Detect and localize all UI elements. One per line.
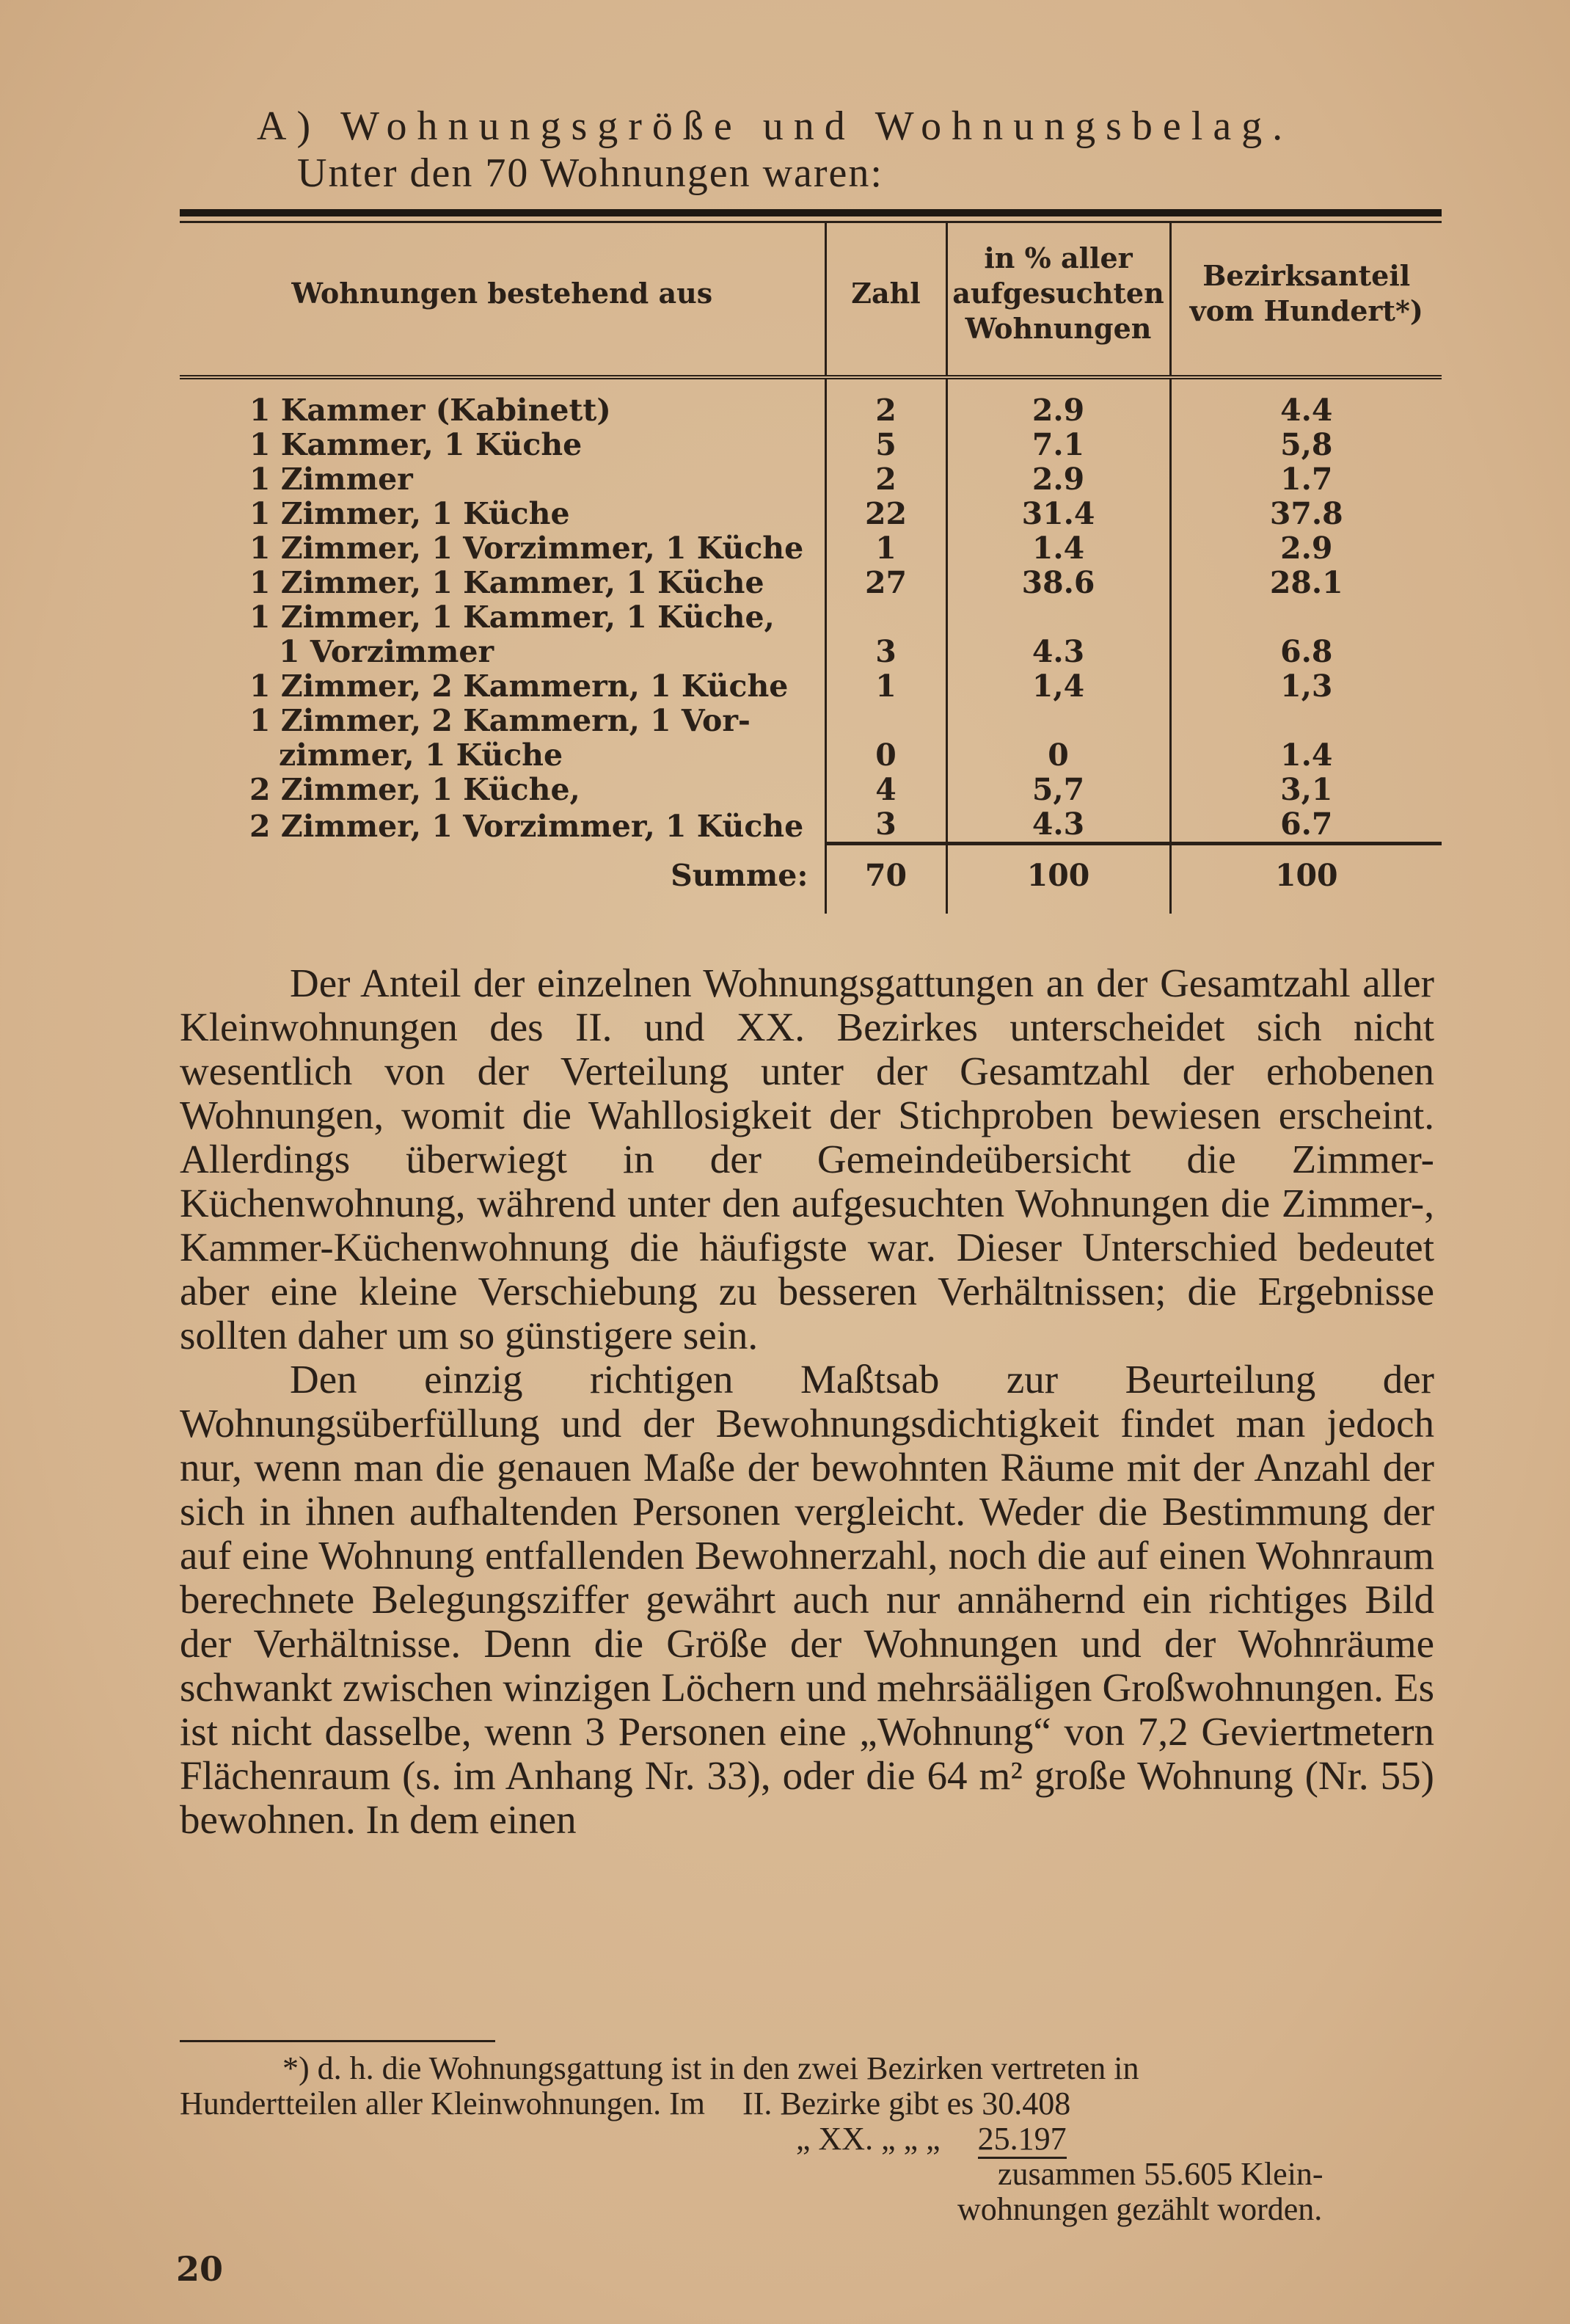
row-zahl: 2 (825, 462, 946, 497)
row-zahl: 5 (825, 428, 946, 462)
row-pct: 38.6 (946, 566, 1170, 600)
table-row (180, 531, 1442, 566)
row-label: 2 Zimmer, 1 Vorzimmer, 1 Küche (249, 808, 804, 844)
footnote-line (180, 2086, 1434, 2121)
row-label-continued: 1 Vorzimmer (279, 634, 494, 669)
row-zahl: 27 (825, 566, 946, 600)
footnote-text: Klein- (1241, 2156, 1323, 2192)
table-row (180, 669, 1442, 704)
table-header-row (180, 223, 1442, 363)
page-number: 20 (176, 2249, 224, 2289)
row-label: 1 Zimmer, 1 Vorzimmer, 1 Küche (249, 531, 804, 566)
sum-pct: 100 (946, 844, 1170, 914)
footnote-value: 55.605 (1144, 2156, 1233, 2192)
row-zahl: 4 (825, 773, 946, 807)
row-label: 1 Zimmer, 2 Kammern, 1 Küche (249, 669, 789, 704)
sum-row (180, 844, 1442, 914)
table-row (180, 807, 1442, 844)
row-label: 1 Zimmer (249, 462, 413, 497)
row-anteil: 1.4 (1170, 738, 1442, 773)
header-separator (180, 363, 1442, 377)
row-anteil: 3,1 (1170, 773, 1442, 807)
row-zahl: 3 (825, 635, 946, 669)
row-anteil: 37.8 (1170, 497, 1442, 531)
row-zahl: 0 (825, 738, 946, 773)
footnote (180, 2051, 1434, 2227)
row-pct: 2.9 (946, 462, 1170, 497)
row-zahl: 3 (825, 807, 946, 844)
row-anteil: 28.1 (1170, 566, 1442, 600)
header-wohnungen: Wohnungen bestehend aus (291, 276, 713, 310)
row-anteil: 4.4 (1170, 393, 1442, 428)
sum-anteil: 100 (1170, 844, 1442, 914)
paragraph: Den einzig richtigen Maßtsab zur Beurteilung der Wohnungsüberfüllung und der Bewohnungsdichtigkeit findet man jedoch nur, wenn man die genauen Maße der bewohnten Räume mit der Anzahl der sich in ihnen aufhaltenden Personen vergleicht. Weder die Bestimmung der auf eine Wohnung entfallenden Bewohnerzahl, noch die auf einen Wohnraum berechnete Belegungsziffer gewährt auch nur annähernd ein richtiges Bild der Verhältnisse. Denn die Größe der Wohnungen und der Wohnräume schwankt zwischen winzigen Löchern und mehrsääligen Großwohnungen. Es ist nicht dasselbe, wenn 3 Personen eine „Wohnung“ von 7,2 Geviertmetern Flächenraum (s. im Anhang Nr. 33), oder die 64 m² große Wohnung (Nr. 55) bewohnen. In dem einen (180, 1357, 1434, 1842)
row-pct: 4.3 (946, 635, 1170, 669)
table-row (180, 462, 1442, 497)
footnote-line (180, 2157, 1434, 2192)
row-pct: 1,4 (946, 669, 1170, 704)
row-anteil: 1.7 (1170, 462, 1442, 497)
header-bezirksanteil: Bezirksanteil vom Hundert*) (1170, 223, 1442, 363)
footnote-line: *) d. h. die Wohnungsgattung ist in den zwei Bezirken vertreten in (282, 2050, 1139, 2086)
header-prozent: in % aller aufgesuchten Wohnungen (946, 223, 1170, 363)
row-label: 1 Zimmer, 2 Kammern, 1 Vor- (249, 703, 751, 738)
footnote-line: wohnungen gezählt worden. (957, 2191, 1323, 2227)
housing-table (180, 209, 1442, 914)
footnote-text: „ XX. „ „ „ (796, 2121, 941, 2157)
row-zahl: 22 (825, 497, 946, 531)
sum-label: Summe: (671, 858, 808, 893)
table-row (180, 600, 1442, 635)
row-pct: 2.9 (946, 393, 1170, 428)
footnote-text: II. Bezirke gibt es 30.408 (742, 2086, 1071, 2121)
footnote-text: zusammen (998, 2156, 1136, 2192)
footnote-line (180, 2121, 1434, 2157)
row-pct: 7.1 (946, 428, 1170, 462)
row-pct: 0 (946, 738, 1170, 773)
table-row (180, 635, 1442, 669)
row-pct: 5,7 (946, 773, 1170, 807)
row-label: 1 Zimmer, 1 Kammer, 1 Küche (249, 565, 764, 600)
table-row (180, 566, 1442, 600)
sum-zahl: 70 (825, 844, 946, 914)
table-row (180, 773, 1442, 807)
body-text (180, 961, 1434, 1842)
row-pct: 1.4 (946, 531, 1170, 566)
row-zahl: 1 (825, 669, 946, 704)
row-anteil: 6.7 (1170, 807, 1442, 844)
heading-subtitle: Unter den 70 Wohnungen waren: (297, 150, 883, 196)
row-anteil: 2.9 (1170, 531, 1442, 566)
row-zahl: 2 (825, 393, 946, 428)
table-row (180, 428, 1442, 462)
row-label: 1 Kammer, 1 Küche (249, 427, 583, 462)
table-row (180, 738, 1442, 773)
row-anteil: 5,8 (1170, 428, 1442, 462)
table-top-rule (180, 209, 1442, 216)
row-label: 2 Zimmer, 1 Küche, (249, 772, 580, 807)
row-label: 1 Zimmer, 1 Küche (249, 496, 570, 531)
header-zahl: Zahl (825, 223, 946, 363)
footnote-rule (180, 2040, 495, 2042)
row-pct: 31.4 (946, 497, 1170, 531)
row-anteil: 1,3 (1170, 669, 1442, 704)
table-row (180, 704, 1442, 738)
table-row (180, 497, 1442, 531)
section-heading (191, 103, 1438, 197)
table-row (180, 393, 1442, 428)
footnote-value: 25.197 (978, 2121, 1067, 2159)
footnote-text: Hundertteilen aller Kleinwohnungen. Im (180, 2086, 706, 2121)
row-label-continued: zimmer, 1 Küche (279, 737, 563, 773)
paragraph: Der Anteil der einzelnen Wohnungsgattungen an der Gesamtzahl aller Kleinwohnungen des II. und XX. Bezirkes unterscheidet sich nicht wesentlich von der Verteilung unter der Gesamtzahl der erhobenen Wohnungen, womit die Wahllosigkeit der Stichproben bewiesen erscheint. Allerdings überwiegt in der Gemeindeübersicht die Zimmer-Küchenwohnung, während unter den aufgesuchten Wohnungen die Zimmer-, Kammer-Küchenwohnung die häufigste war. Dieser Unterschied bedeutet aber eine kleine Verschiebung zu besseren Verhältnissen; die Ergebnisse sollten daher um so günstigere sein. (180, 961, 1434, 1358)
row-label: 1 Zimmer, 1 Kammer, 1 Küche, (249, 600, 775, 635)
row-label: 1 Kammer (Kabinett) (249, 393, 611, 428)
row-pct: 4.3 (946, 807, 1170, 844)
heading-title: A) Wohnungsgröße und Wohnungsbelag. (257, 103, 1293, 149)
row-zahl: 1 (825, 531, 946, 566)
row-anteil: 6.8 (1170, 635, 1442, 669)
